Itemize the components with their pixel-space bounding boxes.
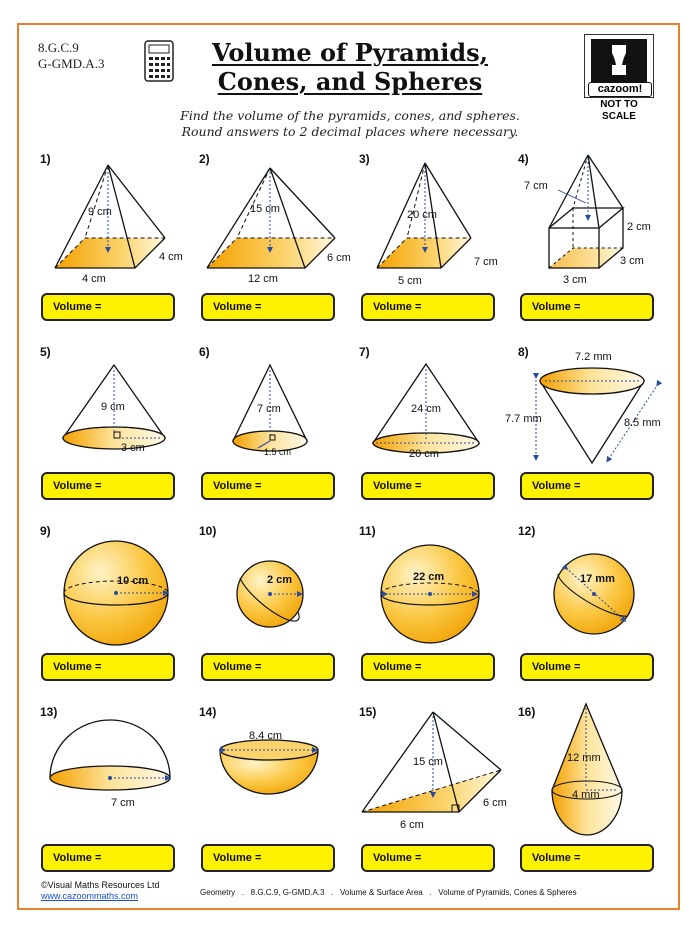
instruction-line-1: Find the volume of the pyramids, cones, and spheres. xyxy=(180,108,520,123)
q10-radius-label: 2 cm xyxy=(267,574,293,586)
answer-label: Volume = xyxy=(53,480,102,492)
answer-box-3[interactable] xyxy=(361,293,495,321)
q12-diameter-label: 17 mm xyxy=(580,573,615,585)
answer-box-16[interactable] xyxy=(520,844,654,872)
answer-box-7[interactable] xyxy=(361,472,495,500)
answer-box-2[interactable] xyxy=(201,293,335,321)
q1-depth-label: 4 cm xyxy=(159,251,183,263)
q5-radius-label: 3 cm xyxy=(121,442,145,454)
question-number-8: 8) xyxy=(518,345,529,359)
question-number-3: 3) xyxy=(359,152,370,166)
answer-label: Volume = xyxy=(373,661,422,673)
footer-topics: Geometry . 8.G.C.9, G-GMD.A.3 . Volume & Surface Area . Volume of Pyramids, Cones & Spheres xyxy=(200,888,577,897)
answer-label: Volume = xyxy=(53,661,102,673)
answer-box-8[interactable] xyxy=(520,472,654,500)
sphere-figure-12 xyxy=(554,554,634,634)
q4-slant-label: 7 cm xyxy=(524,180,548,192)
standard-code-1: 8.G.C.9 xyxy=(38,40,79,55)
q11-diameter-label: 22 cm xyxy=(413,571,445,583)
q6-radius-label: 1.5 cm xyxy=(264,447,292,457)
question-number-6: 6) xyxy=(199,345,210,359)
logo-text: cazoom! xyxy=(588,82,652,97)
answer-label: Volume = xyxy=(532,852,581,864)
instruction-line-2: Round answers to 2 decimal places where necessary. xyxy=(181,124,519,139)
answer-label: Volume = xyxy=(373,480,422,492)
sphere-figure-10 xyxy=(237,561,303,627)
cube-pyramid-figure xyxy=(549,155,623,268)
q6-height-label: 7 cm xyxy=(257,403,281,415)
hemisphere-figure-13 xyxy=(50,720,170,790)
title-line-1: Volume of Pyramids, xyxy=(211,38,489,67)
question-number-15: 15) xyxy=(359,705,377,719)
question-number-10: 10) xyxy=(199,524,217,538)
footer-credits xyxy=(41,880,160,902)
sphere-figure-11 xyxy=(381,545,479,643)
question-number-14: 14) xyxy=(199,705,217,719)
q2-base-label: 12 cm xyxy=(248,273,278,285)
answer-label: Volume = xyxy=(53,852,102,864)
q9-radius-label: 10 cm xyxy=(117,575,149,587)
q3-base-label: 5 cm xyxy=(398,275,422,287)
q3-height-label: 20 cm xyxy=(407,209,437,221)
question-number-2: 2) xyxy=(199,152,210,166)
answer-label: Volume = xyxy=(213,852,262,864)
q8-height-label: 7.7 mm xyxy=(505,413,542,425)
question-number-7: 7) xyxy=(359,345,370,359)
q3-depth-label: 7 cm xyxy=(474,256,498,268)
answer-label: Volume = xyxy=(373,301,422,313)
not-to-scale-line-1: NOT TO xyxy=(600,99,638,110)
inverted-cone-figure xyxy=(536,368,658,463)
q14-diameter-label: 8.4 cm xyxy=(249,730,283,742)
pyramid-figure-2 xyxy=(207,168,335,268)
q15-depth-label: 6 cm xyxy=(483,797,507,809)
answer-label: Volume = xyxy=(532,661,581,673)
q16-radius-label: 4 mm xyxy=(572,789,600,801)
q16-height-label: 12 mm xyxy=(567,752,601,764)
answer-box-6[interactable] xyxy=(201,472,335,500)
answer-box-13[interactable] xyxy=(41,844,175,872)
question-number-1: 1) xyxy=(40,152,51,166)
q13-radius-label: 7 cm xyxy=(111,797,135,809)
q7-diameter-label: 20 cm xyxy=(409,448,439,460)
cone-hemisphere-figure xyxy=(552,704,622,835)
answer-label: Volume = xyxy=(213,480,262,492)
title-line-2: Cones, and Spheres xyxy=(217,67,483,96)
answer-box-12[interactable] xyxy=(520,653,654,681)
answer-label: Volume = xyxy=(373,852,422,864)
sphere-figure-9 xyxy=(64,541,168,645)
answer-box-10[interactable] xyxy=(201,653,335,681)
q8-diameter-label: 7.2 mm xyxy=(575,351,612,363)
question-number-4: 4) xyxy=(518,152,529,166)
q1-base-label: 4 cm xyxy=(82,273,106,285)
q5-height-label: 9 cm xyxy=(101,401,125,413)
question-number-12: 12) xyxy=(518,524,536,538)
q4-depth-label: 3 cm xyxy=(620,255,644,267)
answer-label: Volume = xyxy=(532,480,581,492)
hemisphere-bowl-figure xyxy=(220,740,318,794)
copyright-text: ©Visual Maths Resources Ltd xyxy=(41,880,160,890)
question-number-5: 5) xyxy=(40,345,51,359)
answer-label: Volume = xyxy=(213,661,262,673)
answer-box-15[interactable] xyxy=(361,844,495,872)
answer-box-9[interactable] xyxy=(41,653,175,681)
website-link[interactable]: www.cazoommaths.com xyxy=(41,891,139,901)
question-number-13: 13) xyxy=(40,705,58,719)
q4-base-label: 3 cm xyxy=(563,274,587,286)
standard-code-2: G-GMD.A.3 xyxy=(38,56,105,71)
q7-height-label: 24 cm xyxy=(411,403,441,415)
question-number-9: 9) xyxy=(40,524,51,538)
q15-base-label: 6 cm xyxy=(400,819,424,831)
not-to-scale-line-2: SCALE xyxy=(602,111,636,122)
question-number-11: 11) xyxy=(359,524,376,538)
answer-label: Volume = xyxy=(213,301,262,313)
answer-label: Volume = xyxy=(53,301,102,313)
answer-box-11[interactable] xyxy=(361,653,495,681)
answer-label: Volume = xyxy=(532,301,581,313)
q8-slant-label: 8.5 mm xyxy=(624,417,661,429)
q1-height-label: 9 cm xyxy=(88,206,112,218)
answer-box-4[interactable] xyxy=(520,293,654,321)
q15-height-label: 15 cm xyxy=(413,756,443,768)
q2-height-label: 15 cm xyxy=(250,203,280,215)
answer-box-14[interactable] xyxy=(201,844,335,872)
q2-depth-label: 6 cm xyxy=(327,252,351,264)
question-number-16: 16) xyxy=(518,705,536,719)
answer-box-1[interactable] xyxy=(41,293,175,321)
q4-height-label: 2 cm xyxy=(627,221,651,233)
answer-box-5[interactable] xyxy=(41,472,175,500)
